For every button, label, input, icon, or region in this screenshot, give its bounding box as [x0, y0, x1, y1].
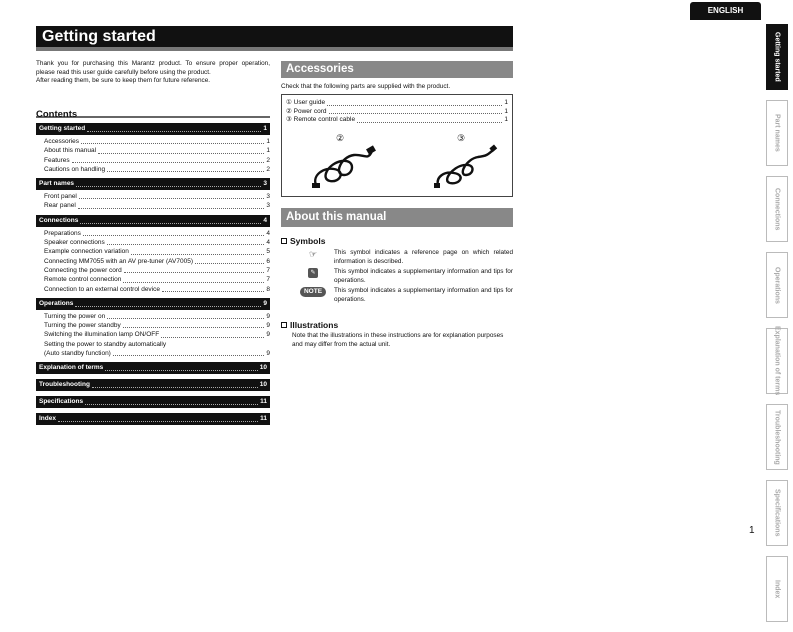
symbol-row-supplementary: ✎ This symbol indicates a supplementary information and tips for operations. [292, 268, 513, 285]
toc-section-title: Index [39, 415, 56, 423]
toc-entry[interactable] [44, 247, 270, 256]
accessories-heading: Accessories [281, 61, 513, 78]
toc-entry[interactable] [44, 285, 270, 294]
accessories-box [281, 94, 513, 197]
toc-entry-page: 1 [266, 138, 270, 145]
toc-section-title: Getting started [39, 125, 86, 132]
toc-entry-text: Rear panel [44, 202, 76, 210]
toc-entry[interactable] [44, 229, 270, 238]
side-tab-troubleshooting[interactable]: Troubleshooting [766, 404, 788, 470]
toc-section-page: 10 [259, 381, 267, 389]
toc-entry-list [36, 190, 270, 215]
accessory-item: ① User guide 1 [286, 99, 508, 106]
toc-entry-text: Example connection variation [44, 248, 129, 256]
about-manual-heading: About this manual [281, 208, 513, 227]
toc-section-title: Explanation of terms [39, 364, 104, 372]
checkbox-bullet-icon [281, 322, 287, 328]
toc-entry-page: 8 [266, 285, 270, 293]
toc-entry-text: Accessories [44, 138, 80, 145]
intro-paragraph-2: After reading them, be sure to keep them for future reference. [36, 77, 211, 85]
side-tab-explanation-of-terms[interactable]: Explanation of terms [766, 328, 788, 394]
toc-section-page: 4 [263, 216, 267, 224]
toc-section-header[interactable] [36, 362, 270, 374]
toc-entry-text: Remote control connection [44, 276, 122, 284]
toc-entry[interactable] [44, 238, 270, 247]
toc-section-page: 10 [259, 364, 267, 372]
toc-entry-text: Features [44, 156, 70, 164]
toc-entry-page: 9 [266, 322, 270, 330]
toc-section-page: 11 [260, 415, 267, 423]
toc-entry[interactable] [44, 192, 270, 201]
contents-heading: Contents [36, 104, 270, 118]
toc-section-title: Troubleshooting [39, 381, 90, 389]
toc-section-header[interactable] [36, 215, 270, 227]
toc-section-header[interactable] [36, 178, 270, 190]
toc-entry[interactable] [44, 137, 270, 146]
toc-entry[interactable] [44, 275, 270, 284]
language-tab: ENGLISH [690, 2, 761, 20]
toc-entry-text: About this manual [44, 147, 97, 155]
toc-entry-page: 4 [266, 239, 270, 247]
symbol-row-reference: ☞ This symbol indicates a reference page on which related information is described. [308, 249, 513, 265]
toc-entry-page: 3 [266, 202, 270, 210]
toc-section-title: Operations [39, 299, 74, 307]
side-tab-part-names[interactable]: Part names [766, 100, 788, 166]
toc-entry-list [36, 310, 270, 362]
toc-section-page: 11 [260, 398, 267, 406]
page-title-bar [36, 26, 513, 51]
remote-cable-figure-label: ③ [457, 133, 466, 143]
pencil-icon: ✎ [308, 268, 318, 278]
toc-entry[interactable] [44, 146, 270, 155]
toc-entry-text: Turning the power standby [44, 322, 121, 330]
toc-entry[interactable] [44, 165, 270, 174]
toc-entry-list [36, 135, 270, 178]
toc-section-header[interactable] [36, 379, 270, 391]
toc-entry[interactable] [44, 257, 270, 266]
side-tab-list [766, 24, 788, 632]
side-tab-getting-started[interactable]: Getting started [766, 24, 788, 90]
illustrations-text: Note that the illustrations in these instructions are for explanation purposes and may differ from the actual unit. [292, 332, 504, 348]
toc-section-header[interactable] [36, 413, 270, 425]
toc-entry-text: Cautions on handling [44, 165, 106, 173]
accessories-list [286, 99, 508, 125]
toc-entry-text: Connection to an external control device [44, 285, 160, 293]
toc-entry-text: Turning the power on [44, 312, 106, 320]
toc-entry[interactable] [44, 349, 270, 358]
toc-entry-text: Connecting MM7055 with an AV pre-tuner (AV7005) [44, 257, 193, 265]
toc-entry[interactable] [44, 321, 270, 330]
checkbox-bullet-icon [281, 238, 287, 244]
power-cord-illustration [310, 145, 378, 190]
side-tab-operations[interactable]: Operations [766, 252, 788, 318]
power-cord-figure-label: ② [336, 133, 345, 143]
toc-entry-text: Connecting the power cord [44, 266, 122, 274]
page-number: 1 [749, 525, 755, 536]
toc-section-title: Part names [39, 180, 75, 188]
side-tab-specifications[interactable]: Specifications [766, 480, 788, 546]
remote-control-cable-illustration [432, 145, 500, 190]
toc-entry-page: 7 [266, 266, 270, 274]
toc-entry[interactable] [44, 330, 270, 339]
toc-section-page: 9 [263, 299, 267, 307]
toc-section-title: Specifications [39, 398, 84, 406]
accessory-item: ③ Remote control cable 1 [286, 116, 508, 123]
toc-section-page: 1 [263, 125, 267, 132]
toc-entry-list [36, 227, 270, 298]
toc-section-header[interactable] [36, 298, 270, 310]
symbols-heading: Symbols [281, 236, 325, 246]
side-tab-index[interactable]: Index [766, 556, 788, 622]
toc-entry-text: Preparations [44, 229, 81, 237]
accessories-intro: Check that the following parts are supplied with the product. [281, 83, 451, 90]
note-badge-icon: NOTE [300, 287, 326, 297]
toc-entry-page: 4 [266, 229, 270, 237]
intro-paragraph-1: Thank you for purchasing this Marantz product. To ensure proper operation, please read this user guide carefully before using the product. [36, 60, 270, 76]
illustrations-heading: Illustrations [281, 320, 338, 330]
toc-entry-page: 6 [266, 257, 270, 265]
toc-section-page: 3 [263, 180, 267, 188]
toc-entry[interactable] [44, 340, 270, 349]
toc-entry-text: Switching the illumination lamp ON/OFF [44, 331, 160, 339]
toc-entry[interactable] [44, 312, 270, 321]
toc-entry-page: 9 [266, 350, 270, 358]
toc-entry-text: Setting the power to standby automatically [44, 340, 167, 348]
toc-entry-page: 9 [266, 312, 270, 320]
page-title: Getting started [42, 28, 156, 45]
toc-entry-text: Front panel [44, 193, 77, 201]
toc-entry-page: 2 [266, 156, 270, 164]
toc-entry-page: 5 [266, 248, 270, 256]
toc-section-header[interactable] [36, 396, 270, 408]
toc-entry-text: (Auto standby function) [44, 350, 111, 358]
reference-hand-icon: ☞ [308, 249, 318, 259]
table-of-contents [36, 123, 270, 430]
toc-entry-text: Speaker connections [44, 239, 105, 247]
toc-entry-page: 1 [266, 147, 270, 155]
toc-section-title: Connections [39, 216, 79, 224]
toc-entry-page: 3 [266, 193, 270, 201]
toc-section-header[interactable] [36, 123, 270, 135]
symbol-row-note: NOTE This symbol indicates a supplementary information and tips for operations. [292, 287, 513, 304]
toc-entry-page: 2 [266, 165, 270, 173]
toc-entry[interactable] [44, 266, 270, 275]
toc-entry[interactable] [44, 156, 270, 165]
side-tab-connections[interactable]: Connections [766, 176, 788, 242]
toc-entry[interactable] [44, 201, 270, 210]
intro-text [36, 60, 270, 86]
toc-entry-page: 7 [266, 276, 270, 284]
toc-entry-page: 9 [266, 331, 270, 339]
accessory-item: ② Power cord 1 [286, 107, 508, 115]
